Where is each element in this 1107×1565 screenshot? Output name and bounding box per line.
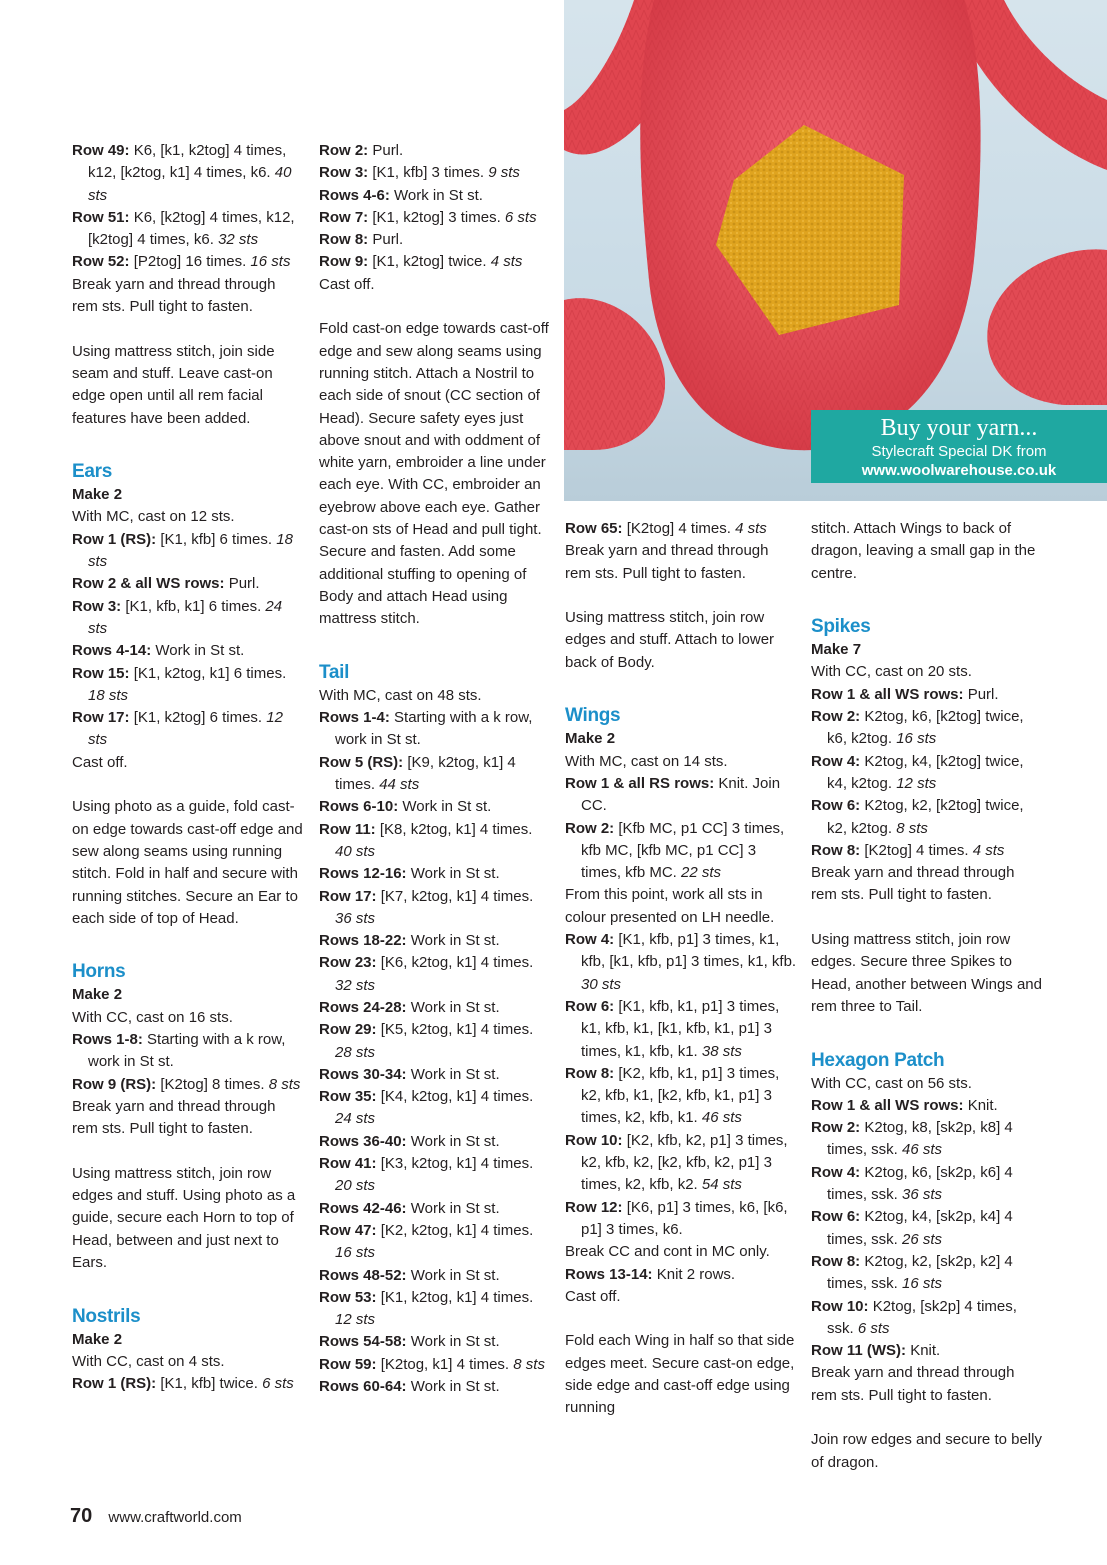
row-label: Rows 12-16: bbox=[319, 865, 407, 883]
stitch-count: 6 sts bbox=[504, 208, 537, 226]
pattern-row bbox=[319, 752, 551, 797]
buy-yarn-banner bbox=[811, 410, 1107, 483]
section-heading: Spikes bbox=[811, 616, 871, 638]
instruction-text: With MC, cast on 48 sts. bbox=[319, 686, 482, 704]
instruction-text: Fold cast-on edge towards cast-off edge and sew along seams using running stitch. Attach a Nostril to each side of snout (CC section of Head). Secure safety eyes just above snout and with oddment of white yarn, embroider a line under each eye. With CC, embroider an eyebrow above each eye. Gather cast-on sts of Head and pull tight. Secure and fasten. Add some additional stuffing to opening of Body and attach Head using mattress stitch. bbox=[319, 320, 549, 628]
row-instruction: [K1, kfb, k1, p1] 3 times, k1, kfb, k1, [k1, kfb, k1, p1] 3 times, k1, kfb, k1. bbox=[581, 997, 780, 1060]
row-instruction: K2tog, k2, [k2tog] twice, k2, k2tog. bbox=[827, 797, 1024, 837]
row-label: Row 12: bbox=[565, 1198, 623, 1216]
row-label: Rows 48-52: bbox=[319, 1266, 407, 1284]
instruction-text: Cast off. bbox=[319, 275, 375, 293]
row-label: Rows 24-28: bbox=[319, 998, 407, 1016]
make-count bbox=[72, 484, 304, 506]
row-instruction: [K2tog] 4 times. bbox=[864, 841, 969, 859]
row-instruction: K2tog, k6, [k2tog] twice, k6, k2tog. bbox=[827, 708, 1024, 748]
row-instruction: [K1, kfb] 6 times. bbox=[160, 530, 273, 548]
make-count-label: Make 2 bbox=[72, 1330, 123, 1348]
row-instruction: [K2, kfb, k2, p1] 3 times, k2, kfb, k2, [k2, kfb, k2, p1] 3 times, k2, kfb, k2. bbox=[581, 1131, 788, 1194]
stitch-count: 16 sts bbox=[896, 730, 937, 748]
pattern-row bbox=[565, 996, 797, 1063]
instruction-text: Join row edges and secure to belly of dragon. bbox=[811, 1431, 1042, 1471]
pattern-row bbox=[319, 1265, 551, 1287]
stitch-count: 8 sts bbox=[513, 1355, 545, 1373]
stitch-count: 20 sts bbox=[335, 1177, 376, 1195]
row-instruction: [K1, kfb, k1] 6 times. bbox=[125, 597, 262, 615]
paragraph-spacer bbox=[565, 585, 797, 607]
row-label: Row 8: bbox=[811, 841, 861, 859]
pattern-row bbox=[319, 1220, 551, 1265]
row-instruction: [Kfb MC, p1 CC] 3 times, kfb MC, [kfb MC, p1 CC] 3 times, kfb MC. bbox=[581, 819, 785, 882]
instruction-text: Cast off. bbox=[565, 1287, 621, 1305]
row-instruction: K6, [k1, k2tog] 4 times, k12, [k2tog, k1] 4 times, k6. bbox=[88, 142, 287, 182]
pattern-row bbox=[811, 795, 1043, 840]
pattern-row bbox=[811, 1340, 1043, 1362]
row-instruction: K6, [k2tog] 4 times, k12, [k2tog] 4 times, k6. bbox=[88, 208, 295, 249]
pattern-row bbox=[319, 1086, 551, 1131]
row-label: Rows 30-34: bbox=[319, 1065, 407, 1083]
row-label: Row 2: bbox=[565, 819, 615, 837]
pattern-row bbox=[72, 1029, 304, 1074]
row-instruction: [K1, k2tog] 3 times. bbox=[372, 208, 501, 226]
pattern-row bbox=[72, 207, 304, 252]
row-instruction: Purl. bbox=[228, 575, 260, 593]
paragraph-spacer bbox=[72, 1274, 304, 1296]
row-instruction: [K1, k2tog] twice. bbox=[372, 253, 487, 271]
row-instruction: Work in St st. bbox=[410, 1333, 500, 1351]
instruction-text: With CC, cast on 16 sts. bbox=[72, 1008, 233, 1026]
pattern-row bbox=[72, 596, 304, 641]
row-label: Row 2: bbox=[811, 1119, 861, 1137]
pattern-row bbox=[811, 706, 1043, 751]
pattern-row bbox=[72, 640, 304, 662]
row-label: Row 4: bbox=[811, 752, 861, 770]
page-number: 70 bbox=[70, 1505, 93, 1527]
paragraph-spacer bbox=[319, 631, 551, 653]
row-label: Row 6: bbox=[811, 1208, 861, 1226]
row-instruction: K2tog, k6, [sk2p, k6] 4 times, ssk. bbox=[827, 1163, 1013, 1204]
row-instruction: Starting with a k row, work in St st. bbox=[88, 1030, 286, 1071]
section-heading: Horns bbox=[72, 961, 126, 983]
pattern-row bbox=[565, 1197, 797, 1242]
row-label: Row 1 & all WS rows: bbox=[811, 685, 964, 703]
paragraph-spacer bbox=[811, 585, 1043, 607]
row-instruction: Work in St st. bbox=[410, 1065, 500, 1083]
row-label: Row 49: bbox=[72, 142, 130, 159]
pattern-row bbox=[319, 185, 551, 207]
row-instruction: [K4, k2tog, k1] 4 times. bbox=[380, 1088, 534, 1106]
row-instruction: [K2tog, k1] 4 times. bbox=[380, 1355, 510, 1373]
row-instruction: [K1, k2tog, k1] 4 times. bbox=[380, 1288, 534, 1306]
row-label: Row 53: bbox=[319, 1288, 377, 1306]
row-instruction: Knit. bbox=[967, 1096, 998, 1114]
row-label: Row 23: bbox=[319, 954, 377, 972]
buy-yarn-url[interactable]: www.woolwarehouse.co.uk bbox=[861, 462, 1057, 479]
pattern-row bbox=[72, 1373, 304, 1395]
row-instruction: [K6, p1] 3 times, k6, [k6, p1] 3 times, k6. bbox=[581, 1198, 788, 1238]
pattern-row bbox=[319, 1019, 551, 1064]
stitch-count: 16 sts bbox=[902, 1275, 943, 1293]
row-instruction: [K2, kfb, k1, p1] 3 times, k2, kfb, k1, [k2, kfb, k1, p1] 3 times, k2, kfb, k1. bbox=[581, 1064, 780, 1127]
stitch-count: 32 sts bbox=[218, 231, 259, 249]
stitch-count: 54 sts bbox=[701, 1176, 742, 1194]
instruction-text: With MC, cast on 14 sts. bbox=[565, 752, 728, 770]
row-instruction: [K2, k2tog, k1] 4 times. bbox=[380, 1221, 534, 1239]
row-label: Rows 1-8: bbox=[72, 1030, 143, 1048]
row-instruction: Work in St st. bbox=[394, 186, 483, 204]
pattern-row bbox=[72, 529, 304, 574]
section-heading: Tail bbox=[319, 661, 350, 683]
pattern-row bbox=[319, 1064, 551, 1086]
stitch-count: 8 sts bbox=[268, 1075, 301, 1093]
pattern-row bbox=[811, 1162, 1043, 1207]
stitch-count: 18 sts bbox=[88, 530, 293, 571]
paragraph-spacer bbox=[811, 907, 1043, 929]
pattern-row bbox=[319, 1354, 551, 1376]
row-label: Row 1 (RS): bbox=[72, 530, 157, 548]
row-instruction: [K2tog] 4 times. bbox=[626, 520, 731, 537]
text-column-3 bbox=[565, 518, 797, 1420]
row-label: Row 11 (WS): bbox=[811, 1342, 907, 1360]
stitch-count: 26 sts bbox=[902, 1230, 943, 1248]
instruction-text: With CC, cast on 56 sts. bbox=[811, 1074, 972, 1092]
paragraph-spacer bbox=[811, 1018, 1043, 1040]
text-column-1 bbox=[72, 140, 304, 1395]
stitch-count: 24 sts bbox=[88, 597, 283, 637]
pattern-row bbox=[319, 1331, 551, 1353]
stitch-count: 8 sts bbox=[896, 819, 928, 837]
row-label: Row 5 (RS): bbox=[319, 753, 404, 771]
stitch-count: 40 sts bbox=[88, 164, 292, 204]
pattern-row bbox=[319, 251, 551, 273]
row-label: Row 17: bbox=[72, 709, 130, 727]
pattern-row bbox=[319, 863, 551, 885]
stitch-count: 18 sts bbox=[88, 686, 129, 704]
row-instruction: Work in St st. bbox=[410, 998, 500, 1016]
pattern-row bbox=[565, 929, 797, 996]
instruction-text: With CC, cast on 4 sts. bbox=[72, 1352, 225, 1370]
row-label: Row 41: bbox=[319, 1155, 377, 1173]
row-instruction: Purl. bbox=[372, 142, 404, 159]
stitch-count: 38 sts bbox=[701, 1042, 742, 1060]
row-label: Row 6: bbox=[811, 797, 861, 815]
stitch-count: 12 sts bbox=[896, 774, 937, 792]
stitch-count: 6 sts bbox=[262, 1375, 294, 1393]
stitch-count: 22 sts bbox=[681, 864, 722, 882]
stitch-count: 4 sts bbox=[735, 520, 767, 537]
buy-yarn-product: Stylecraft Special DK from bbox=[871, 443, 1047, 460]
pattern-row bbox=[565, 1130, 797, 1197]
make-count bbox=[565, 728, 797, 750]
instruction-text: Break yarn and thread through rem sts. Pull tight to fasten. bbox=[565, 542, 769, 582]
stitch-count: 46 sts bbox=[902, 1141, 943, 1159]
row-label: Rows 6-10: bbox=[319, 798, 399, 816]
stitch-count: 12 sts bbox=[88, 709, 283, 749]
stitch-count: 36 sts bbox=[335, 909, 376, 927]
stitch-count: 6 sts bbox=[857, 1319, 890, 1337]
paragraph-spacer bbox=[811, 1407, 1043, 1429]
instruction-text: Using mattress stitch, join side seam and stuff. Leave cast-on edge open until all rem facial features have been added. bbox=[72, 342, 275, 427]
row-instruction: Work in St st. bbox=[155, 642, 245, 660]
text-column-2 bbox=[319, 140, 551, 1398]
pattern-row bbox=[319, 207, 551, 229]
pattern-row bbox=[319, 952, 551, 997]
row-instruction: K2tog, [sk2p] 4 times, ssk. bbox=[827, 1297, 1017, 1337]
stitch-count: 16 sts bbox=[335, 1244, 376, 1262]
pattern-row bbox=[72, 663, 304, 708]
paragraph-spacer bbox=[72, 318, 304, 340]
section-heading: Nostrils bbox=[72, 1305, 141, 1327]
row-label: Row 59: bbox=[319, 1355, 377, 1373]
instruction-text: From this point, work all sts in colour presented on LH needle. bbox=[565, 886, 775, 926]
row-label: Row 15: bbox=[72, 664, 130, 682]
stitch-count: 16 sts bbox=[250, 253, 291, 271]
stitch-count: 24 sts bbox=[335, 1110, 376, 1128]
row-label: Row 47: bbox=[319, 1221, 377, 1239]
make-count-label: Make 2 bbox=[565, 730, 616, 748]
row-instruction: Purl. bbox=[372, 231, 404, 249]
pattern-row bbox=[565, 1264, 797, 1286]
pattern-row bbox=[72, 140, 304, 207]
instruction-text: Cast off. bbox=[72, 753, 128, 771]
instruction-text: Break CC and cont in MC only. bbox=[565, 1243, 770, 1261]
section-heading: Wings bbox=[565, 705, 621, 727]
row-label: Row 8: bbox=[319, 231, 369, 249]
pattern-row bbox=[319, 707, 551, 752]
pattern-row bbox=[811, 1251, 1043, 1296]
pattern-row bbox=[319, 1131, 551, 1153]
row-label: Row 8: bbox=[811, 1252, 861, 1270]
row-instruction: K2tog, k8, [sk2p, k8] 4 times, ssk. bbox=[827, 1119, 1013, 1159]
pattern-row bbox=[811, 1296, 1043, 1341]
row-label: Rows 1-4: bbox=[319, 709, 390, 727]
row-instruction: Purl. bbox=[967, 685, 999, 703]
row-label: Row 17: bbox=[319, 887, 377, 905]
make-count bbox=[811, 639, 1043, 661]
paragraph-spacer bbox=[319, 296, 551, 318]
row-instruction: [K8, k2tog, k1] 4 times. bbox=[379, 820, 533, 838]
instruction-text: Fold each Wing in half so that side edges meet. Secure cast-on edge, side edge and cast-off edge using running bbox=[565, 1332, 795, 1417]
paragraph-spacer bbox=[72, 1140, 304, 1162]
pattern-row bbox=[565, 773, 797, 818]
row-instruction: [K1, kfb] 3 times. bbox=[372, 164, 485, 182]
instruction-text: Break yarn and thread through rem sts. Pull tight to fasten. bbox=[811, 1364, 1015, 1404]
row-label: Row 6: bbox=[565, 997, 615, 1015]
row-label: Row 1 & all RS rows: bbox=[565, 774, 715, 792]
row-label: Rows 4-6: bbox=[319, 186, 390, 204]
instruction-text: Using photo as a guide, fold cast-on edge towards cast-off edge and sew along seams using running stitch. Fold in half and secure with running stitches. Secure an Ear to each side of top of Head. bbox=[72, 798, 303, 927]
paragraph-spacer bbox=[565, 674, 797, 696]
stitch-count: 9 sts bbox=[488, 164, 520, 182]
row-label: Row 7: bbox=[319, 208, 369, 226]
stitch-count: 32 sts bbox=[335, 976, 376, 994]
pattern-row bbox=[319, 162, 551, 184]
row-instruction: Knit. bbox=[910, 1342, 941, 1360]
row-instruction: [K1, kfb, p1] 3 times, k1, kfb, [k1, kfb, p1] 3 times, k1, kfb. bbox=[581, 931, 797, 971]
row-label: Row 2 & all WS rows: bbox=[72, 575, 225, 593]
pattern-row bbox=[319, 1287, 551, 1332]
stitch-count: 36 sts bbox=[902, 1186, 943, 1204]
buy-yarn-title: Buy your yarn... bbox=[880, 415, 1038, 441]
pattern-row bbox=[319, 796, 551, 818]
row-instruction: [K2tog] 8 times. bbox=[160, 1075, 265, 1093]
row-instruction: [K3, k2tog, k1] 4 times. bbox=[380, 1155, 534, 1173]
pattern-row bbox=[565, 1063, 797, 1130]
row-instruction: [K1, k2tog] 6 times. bbox=[133, 709, 263, 727]
pattern-row bbox=[319, 886, 551, 931]
make-count-label: Make 7 bbox=[811, 641, 862, 659]
pattern-row bbox=[811, 684, 1043, 706]
pattern-row bbox=[811, 1117, 1043, 1162]
row-label: Row 35: bbox=[319, 1088, 377, 1106]
row-instruction: Knit. Join CC. bbox=[581, 774, 781, 815]
pattern-row bbox=[72, 573, 304, 595]
row-label: Rows 13-14: bbox=[565, 1265, 653, 1283]
footer-url[interactable]: www.craftworld.com bbox=[108, 1509, 242, 1526]
row-label: Row 2: bbox=[811, 708, 861, 726]
row-instruction: [P2tog] 16 times. bbox=[133, 253, 247, 271]
make-count bbox=[72, 1329, 304, 1351]
row-instruction: [K1, k2tog, k1] 6 times. bbox=[133, 664, 287, 682]
pattern-row bbox=[72, 707, 304, 752]
instruction-text: With CC, cast on 20 sts. bbox=[811, 663, 972, 681]
pattern-row bbox=[319, 1153, 551, 1198]
stitch-count: 4 sts bbox=[490, 253, 523, 271]
instruction-text: With MC, cast on 12 sts. bbox=[72, 508, 235, 526]
row-instruction: Work in St st. bbox=[410, 865, 500, 883]
pattern-row bbox=[811, 1206, 1043, 1251]
row-instruction: Work in St st. bbox=[410, 932, 500, 950]
row-label: Row 10: bbox=[565, 1131, 623, 1149]
instruction-text: Break yarn and thread through rem sts. Pull tight to fasten. bbox=[72, 1097, 276, 1138]
row-label: Row 4: bbox=[811, 1163, 861, 1181]
row-label: Row 9: bbox=[319, 253, 369, 271]
row-label: Rows 18-22: bbox=[319, 932, 407, 950]
row-instruction: Work in St st. bbox=[410, 1378, 500, 1396]
pattern-row bbox=[72, 1074, 304, 1096]
row-label: Row 8: bbox=[565, 1064, 615, 1082]
pattern-row bbox=[319, 997, 551, 1019]
pattern-row bbox=[72, 251, 304, 273]
row-label: Rows 54-58: bbox=[319, 1333, 407, 1351]
row-instruction: K2tog, k4, [sk2p, k4] 4 times, ssk. bbox=[827, 1208, 1013, 1248]
pattern-row bbox=[565, 518, 797, 540]
row-label: Row 2: bbox=[319, 142, 369, 159]
section-heading: Hexagon Patch bbox=[811, 1049, 945, 1071]
row-instruction: [K5, k2tog, k1] 4 times. bbox=[380, 1021, 534, 1039]
row-label: Row 1 & all WS rows: bbox=[811, 1096, 964, 1114]
row-label: Row 52: bbox=[72, 253, 130, 271]
stitch-count: 30 sts bbox=[581, 975, 622, 993]
row-instruction: [K6, k2tog, k1] 4 times. bbox=[380, 954, 534, 972]
page-footer bbox=[70, 1505, 242, 1528]
pattern-row bbox=[319, 140, 551, 162]
paragraph-spacer bbox=[72, 430, 304, 452]
stitch-count: 46 sts bbox=[701, 1109, 742, 1127]
row-label: Rows 36-40: bbox=[319, 1132, 407, 1150]
pattern-row bbox=[319, 1198, 551, 1220]
stitch-count: 40 sts bbox=[335, 842, 376, 860]
pattern-row bbox=[319, 229, 551, 251]
row-instruction: [K1, kfb] twice. bbox=[160, 1375, 258, 1393]
pattern-row bbox=[811, 1095, 1043, 1117]
pattern-row bbox=[319, 930, 551, 952]
instruction-text: Using mattress stitch, join row edges and stuff. Attach to lower back of Body. bbox=[565, 609, 775, 671]
text-column-4 bbox=[811, 518, 1043, 1474]
pattern-row bbox=[811, 840, 1043, 862]
stitch-count: 28 sts bbox=[335, 1043, 376, 1061]
instruction-text: stitch. Attach Wings to back of dragon, leaving a small gap in the centre. bbox=[811, 520, 1036, 582]
stitch-count: 4 sts bbox=[972, 841, 1005, 859]
row-instruction: Work in St st. bbox=[410, 1266, 500, 1284]
row-instruction: Work in St st. bbox=[410, 1132, 500, 1150]
row-label: Row 29: bbox=[319, 1021, 377, 1039]
row-label: Row 3: bbox=[72, 597, 122, 615]
row-label: Row 3: bbox=[319, 164, 369, 182]
stitch-count: 12 sts bbox=[335, 1311, 376, 1329]
row-instruction: Starting with a k row, work in St st. bbox=[335, 709, 533, 749]
row-label: Row 1 (RS): bbox=[72, 1375, 157, 1393]
row-label: Row 4: bbox=[565, 931, 615, 949]
row-label: Rows 4-14: bbox=[72, 642, 152, 660]
paragraph-spacer bbox=[72, 930, 304, 952]
row-instruction: Work in St st. bbox=[410, 1199, 500, 1217]
instruction-text: Using mattress stitch, join row edges. Secure three Spikes to Head, another between Wings and rem three to Tail. bbox=[811, 931, 1042, 1015]
stitch-count: 44 sts bbox=[379, 776, 420, 794]
row-instruction: Knit 2 rows. bbox=[656, 1265, 736, 1283]
row-label: Rows 42-46: bbox=[319, 1199, 407, 1217]
make-count-label: Make 2 bbox=[72, 986, 123, 1004]
row-instruction: K2tog, k4, [k2tog] twice, k4, k2tog. bbox=[827, 752, 1024, 792]
paragraph-spacer bbox=[72, 774, 304, 796]
row-label: Row 65: bbox=[565, 520, 623, 537]
row-instruction: [K7, k2tog, k1] 4 times. bbox=[380, 887, 534, 905]
row-label: Row 10: bbox=[811, 1297, 869, 1315]
row-label: Row 51: bbox=[72, 208, 130, 226]
pattern-row bbox=[319, 1376, 551, 1398]
row-instruction: Work in St st. bbox=[402, 798, 492, 816]
pattern-row bbox=[565, 818, 797, 885]
pattern-row bbox=[811, 751, 1043, 796]
pattern-row bbox=[319, 819, 551, 864]
row-label: Row 11: bbox=[319, 820, 376, 838]
paragraph-spacer bbox=[565, 1308, 797, 1330]
make-count-label: Make 2 bbox=[72, 486, 123, 504]
row-instruction: [K9, k2tog, k1] 4 times. bbox=[335, 753, 516, 794]
instruction-text: Break yarn and thread through rem sts. Pull tight to fasten. bbox=[811, 864, 1015, 904]
row-label: Row 9 (RS): bbox=[72, 1075, 157, 1093]
row-label: Rows 60-64: bbox=[319, 1378, 407, 1396]
instruction-text: Break yarn and thread through rem sts. Pull tight to fasten. bbox=[72, 275, 276, 316]
row-instruction: K2tog, k2, [sk2p, k2] 4 times, ssk. bbox=[827, 1252, 1013, 1293]
make-count bbox=[72, 984, 304, 1006]
section-heading: Ears bbox=[72, 461, 113, 483]
instruction-text: Using mattress stitch, join row edges and stuff. Using photo as a guide, secure each Horn to top of Head, between and just next to Ears. bbox=[72, 1164, 296, 1271]
